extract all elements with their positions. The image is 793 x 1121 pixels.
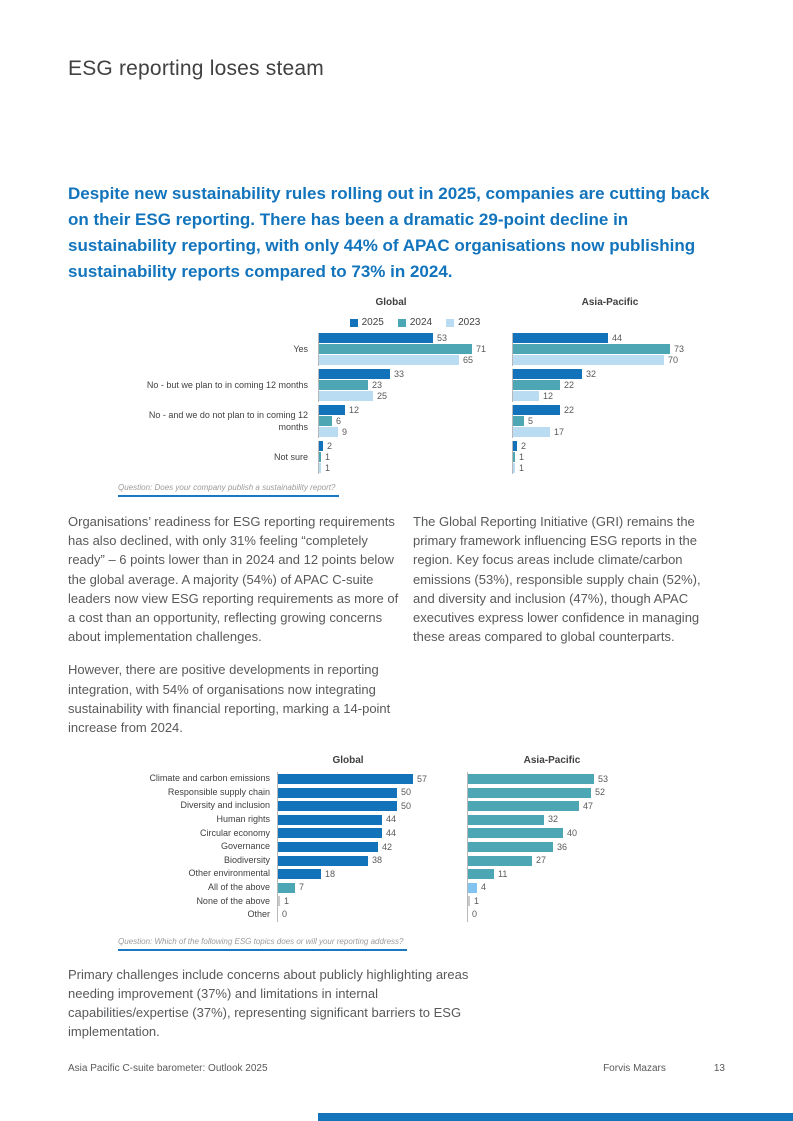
bar-value-label: 53 bbox=[598, 773, 609, 784]
bar bbox=[278, 856, 368, 866]
bar bbox=[319, 391, 373, 401]
category-label: Other environmental bbox=[188, 868, 270, 879]
chart-row bbox=[118, 369, 725, 402]
bar-value-label: 25 bbox=[377, 390, 388, 401]
bar-line bbox=[278, 881, 467, 895]
panel-track bbox=[318, 333, 512, 366]
legend-swatch bbox=[398, 319, 406, 327]
bar-value-label: 50 bbox=[401, 800, 412, 811]
panel-track bbox=[467, 881, 725, 895]
bar-line bbox=[278, 827, 467, 841]
panel-track bbox=[277, 772, 467, 786]
chart1-legend bbox=[318, 317, 512, 328]
bar-line bbox=[513, 369, 725, 379]
bar bbox=[319, 427, 338, 437]
bar bbox=[468, 883, 477, 893]
category-label: Diversity and inclusion bbox=[180, 800, 270, 811]
bar-line bbox=[278, 786, 467, 800]
bar-line bbox=[319, 416, 512, 426]
bar-line bbox=[468, 867, 725, 881]
category-label: Other bbox=[247, 909, 270, 920]
bar-value-label: 32 bbox=[586, 368, 597, 379]
chart1-question: Question: Does your company publish a sustainability report? bbox=[118, 483, 339, 497]
bar bbox=[513, 427, 550, 437]
bar bbox=[319, 441, 323, 451]
chart1-legend-row bbox=[118, 317, 725, 328]
bar-value-label: 52 bbox=[595, 787, 606, 798]
bar-line bbox=[278, 840, 467, 854]
category-label: Yes bbox=[293, 343, 308, 354]
bar-line bbox=[513, 333, 725, 343]
legend-item bbox=[398, 317, 432, 328]
bar-line bbox=[513, 416, 725, 426]
bar-value-label: 2 bbox=[521, 440, 527, 451]
bar-line bbox=[319, 355, 512, 365]
legend-label: 2023 bbox=[458, 317, 481, 328]
chart2-rows bbox=[68, 772, 725, 922]
bar bbox=[319, 463, 321, 473]
bar-line bbox=[468, 840, 725, 854]
bar-line bbox=[513, 441, 725, 451]
bottom-accent-bar bbox=[318, 1113, 793, 1121]
chart-row bbox=[118, 908, 725, 922]
category-label: No - and we do not plan to in coming 12 months bbox=[148, 409, 308, 432]
paragraph-integration: However, there are positive developments in reporting integration, with 54% of organisations now integrating sustainability with financial reporting, marking a 14-point increase from 2024. bbox=[68, 662, 391, 736]
bar-value-label: 50 bbox=[401, 787, 412, 798]
bar-value-label: 32 bbox=[548, 814, 559, 825]
category-label: All of the above bbox=[207, 881, 270, 892]
panel-track bbox=[277, 908, 467, 922]
panel-track bbox=[467, 786, 725, 800]
bar-line bbox=[319, 405, 512, 415]
bar bbox=[513, 333, 608, 343]
bar-value-label: 44 bbox=[386, 814, 397, 825]
chart-row bbox=[118, 867, 725, 881]
panel-track bbox=[277, 799, 467, 813]
bar-value-label: 5 bbox=[528, 415, 534, 426]
bar-line bbox=[513, 463, 725, 473]
category-label: None of the above bbox=[196, 895, 270, 906]
body-columns bbox=[68, 512, 725, 751]
bar-value-label: 22 bbox=[564, 379, 575, 390]
bar-line bbox=[468, 895, 725, 909]
bar-value-label: 9 bbox=[342, 426, 348, 437]
bar bbox=[468, 788, 591, 798]
panel-track bbox=[318, 441, 512, 474]
bar bbox=[468, 774, 594, 784]
bar bbox=[319, 416, 332, 426]
bar-line bbox=[319, 441, 512, 451]
bar bbox=[513, 405, 560, 415]
bar-value-label: 1 bbox=[474, 895, 480, 906]
bar-line bbox=[513, 405, 725, 415]
panel-track bbox=[467, 867, 725, 881]
chart1-rows bbox=[68, 333, 725, 474]
bar bbox=[468, 815, 544, 825]
bar bbox=[278, 869, 321, 879]
bar-value-label: 65 bbox=[463, 354, 474, 365]
panel-track bbox=[277, 895, 467, 909]
bar-line bbox=[468, 799, 725, 813]
bar-value-label: 0 bbox=[282, 909, 288, 920]
panel-track bbox=[277, 813, 467, 827]
bar-value-label: 23 bbox=[372, 379, 383, 390]
panel-track bbox=[512, 369, 725, 402]
bar-value-label: 70 bbox=[668, 354, 679, 365]
bar-value-label: 53 bbox=[437, 332, 448, 343]
footer-report-title: Asia Pacific C-suite barometer: Outlook 2025 bbox=[68, 1063, 268, 1074]
bar bbox=[278, 883, 295, 893]
bar bbox=[513, 452, 515, 462]
bar-value-label: 44 bbox=[386, 827, 397, 838]
footer-brand: Forvis Mazars bbox=[603, 1063, 666, 1074]
bar-value-label: 4 bbox=[481, 882, 487, 893]
bar-value-label: 36 bbox=[557, 841, 568, 852]
bar-value-label: 1 bbox=[325, 451, 331, 462]
bar bbox=[319, 452, 321, 462]
bar-value-label: 40 bbox=[567, 827, 578, 838]
bar bbox=[468, 801, 579, 811]
chart-row bbox=[118, 772, 725, 786]
chart-row bbox=[118, 441, 725, 474]
panel-track bbox=[467, 813, 725, 827]
bar-value-label: 0 bbox=[472, 909, 478, 920]
panel-track bbox=[318, 405, 512, 438]
bar bbox=[513, 344, 670, 354]
bar-line bbox=[278, 813, 467, 827]
bar bbox=[513, 416, 524, 426]
bar-value-label: 1 bbox=[284, 895, 290, 906]
panel-track bbox=[512, 333, 725, 366]
bar-line bbox=[278, 908, 467, 922]
panel-track bbox=[467, 840, 725, 854]
bar-value-label: 11 bbox=[498, 868, 508, 879]
bar bbox=[319, 355, 459, 365]
bar-line bbox=[468, 908, 725, 922]
bar-line bbox=[468, 827, 725, 841]
bar-line bbox=[278, 799, 467, 813]
panel-track bbox=[318, 369, 512, 402]
category-label: Climate and carbon emissions bbox=[149, 773, 270, 784]
bar-value-label: 38 bbox=[372, 855, 383, 866]
panel-track bbox=[277, 827, 467, 841]
chart-row bbox=[118, 799, 725, 813]
bar-line bbox=[468, 881, 725, 895]
legend-item bbox=[446, 317, 480, 328]
bar bbox=[468, 842, 553, 852]
bar-value-label: 47 bbox=[583, 800, 594, 811]
chart-row bbox=[118, 881, 725, 895]
bar-value-label: 71 bbox=[476, 343, 487, 354]
bar-value-label: 1 bbox=[519, 451, 525, 462]
bar bbox=[468, 828, 563, 838]
bar bbox=[319, 380, 368, 390]
panel-track bbox=[277, 840, 467, 854]
right-column bbox=[413, 512, 725, 751]
panel-track bbox=[467, 772, 725, 786]
category-label: Biodiversity bbox=[223, 854, 270, 865]
legend-swatch bbox=[350, 319, 358, 327]
bar-line bbox=[319, 463, 512, 473]
bar bbox=[513, 380, 560, 390]
chart2-question: Question: Which of the following ESG topics does or will your reporting address? bbox=[118, 937, 407, 951]
category-label: Not sure bbox=[273, 451, 308, 462]
bar-line bbox=[319, 333, 512, 343]
chart1-panel-title-asia-pacific: Asia-Pacific bbox=[581, 297, 639, 308]
category-label: Governance bbox=[220, 841, 270, 852]
bar bbox=[319, 344, 472, 354]
chart-row bbox=[118, 827, 725, 841]
bar-value-label: 57 bbox=[417, 773, 428, 784]
bar-line bbox=[513, 344, 725, 354]
panel-track bbox=[512, 441, 725, 474]
bar-line bbox=[513, 452, 725, 462]
intro-paragraph: Despite new sustainability rules rolling out in 2025, companies are cutting back on their ESG reporting. There has been a dramatic 29-point decline in sustainability reporting, with only 44% of APAC organisations now publishing sustainability reports compared to 73% in 2024. bbox=[68, 184, 710, 281]
panel-track bbox=[467, 799, 725, 813]
chart-row bbox=[118, 333, 725, 366]
bar bbox=[513, 463, 515, 473]
bar-line bbox=[278, 772, 467, 786]
bar-value-label: 42 bbox=[382, 841, 393, 852]
bar-line bbox=[319, 452, 512, 462]
chart2-panel-title-asia-pacific: Asia-Pacific bbox=[523, 755, 581, 767]
bar-value-label: 2 bbox=[327, 440, 333, 451]
legend-item bbox=[350, 317, 384, 328]
chart-row bbox=[118, 854, 725, 868]
bar-line bbox=[513, 380, 725, 390]
chart-row bbox=[118, 813, 725, 827]
panel-track bbox=[467, 895, 725, 909]
chart1-header-row bbox=[118, 297, 725, 308]
bar-line bbox=[319, 427, 512, 437]
panel-track bbox=[277, 881, 467, 895]
bar-value-label: 33 bbox=[394, 368, 405, 379]
esg-topics-chart bbox=[68, 755, 725, 951]
panel-track bbox=[277, 786, 467, 800]
legend-label: 2025 bbox=[361, 317, 384, 328]
bar-line bbox=[319, 391, 512, 401]
bar-line bbox=[468, 854, 725, 868]
bar bbox=[513, 369, 582, 379]
panel-track bbox=[467, 908, 725, 922]
bar-value-label: 7 bbox=[299, 882, 305, 893]
bar-value-label: 44 bbox=[612, 332, 623, 343]
bar-value-label: 1 bbox=[325, 462, 331, 473]
bar bbox=[319, 405, 345, 415]
bar-value-label: 12 bbox=[543, 390, 554, 401]
bar bbox=[468, 856, 532, 866]
panel-track bbox=[277, 854, 467, 868]
bar-line bbox=[513, 427, 725, 437]
page-footer bbox=[68, 1063, 725, 1074]
publish-report-chart bbox=[68, 297, 725, 497]
legend-swatch bbox=[446, 319, 454, 327]
panel-track bbox=[277, 867, 467, 881]
bar-value-label: 12 bbox=[349, 404, 360, 415]
left-column bbox=[68, 512, 404, 751]
bar-line bbox=[319, 344, 512, 354]
chart-row bbox=[118, 895, 725, 909]
bar-line bbox=[468, 772, 725, 786]
bar-value-label: 73 bbox=[674, 343, 685, 354]
bar-line bbox=[278, 895, 467, 909]
bar-value-label: 17 bbox=[554, 426, 565, 437]
bar bbox=[513, 391, 539, 401]
panel-track bbox=[512, 405, 725, 438]
bar bbox=[278, 801, 397, 811]
bar-line bbox=[319, 369, 512, 379]
bar-line bbox=[468, 813, 725, 827]
paragraph-gri: The Global Reporting Initiative (GRI) remains the primary framework influencing ESG reports in the region. Key focus areas include climate/carbon emissions (53%), responsible supply chain (52%), and diversity and inclusion (47%), though APAC executives express lower confidence in managing these areas compared to global counterparts. bbox=[413, 514, 701, 645]
bar bbox=[319, 369, 390, 379]
chart1-panel-title-global: Global bbox=[375, 297, 407, 308]
bar bbox=[278, 828, 382, 838]
bar bbox=[468, 896, 470, 906]
bar bbox=[468, 869, 494, 879]
bar bbox=[278, 774, 413, 784]
category-label: Human rights bbox=[216, 814, 270, 825]
chart-row bbox=[118, 840, 725, 854]
bar bbox=[278, 815, 382, 825]
category-label: Circular economy bbox=[199, 827, 270, 838]
chart-row bbox=[118, 405, 725, 438]
category-label: Responsible supply chain bbox=[167, 786, 270, 797]
bar-value-label: 1 bbox=[519, 462, 525, 473]
legend-label: 2024 bbox=[409, 317, 433, 328]
bar-value-label: 27 bbox=[536, 855, 547, 866]
paragraph-readiness: Organisations’ readiness for ESG reporting requirements has also declined, with only 31% feeling “completely ready” – 6 points lower than in 2024 and 12 points below the global average. A majority (54%) of APAC C-suite leaders now view ESG reporting requirements as more of a cost than an opportunity, reflecting growing concerns about implementation challenges. bbox=[68, 514, 399, 645]
bar-value-label: 18 bbox=[325, 868, 336, 879]
bar bbox=[513, 441, 517, 451]
bar-line bbox=[278, 867, 467, 881]
bar-value-label: 6 bbox=[336, 415, 342, 426]
panel-track bbox=[467, 854, 725, 868]
bar bbox=[319, 333, 433, 343]
bar-line bbox=[468, 786, 725, 800]
bar-value-label: 22 bbox=[564, 404, 575, 415]
page-title: ESG reporting loses steam bbox=[68, 57, 324, 80]
paragraph-challenges: Primary challenges include concerns about publicly highlighting areas needing improvement (37%) and limitations in internal capabilities/expertise (37%), representing significant barriers to ESG implementation. bbox=[68, 966, 469, 1040]
chart-row bbox=[118, 786, 725, 800]
panel-track bbox=[467, 827, 725, 841]
footer-page-number: 13 bbox=[713, 1063, 725, 1074]
bar-line bbox=[278, 854, 467, 868]
bar-line bbox=[319, 380, 512, 390]
bar bbox=[278, 842, 378, 852]
bar bbox=[278, 788, 397, 798]
bar bbox=[278, 896, 280, 906]
bar-line bbox=[513, 391, 725, 401]
chart2-panel-title-global: Global bbox=[332, 755, 364, 767]
bar bbox=[513, 355, 664, 365]
category-label: No - but we plan to in coming 12 months bbox=[146, 379, 308, 390]
bar-line bbox=[513, 355, 725, 365]
chart2-header-row bbox=[118, 755, 725, 766]
